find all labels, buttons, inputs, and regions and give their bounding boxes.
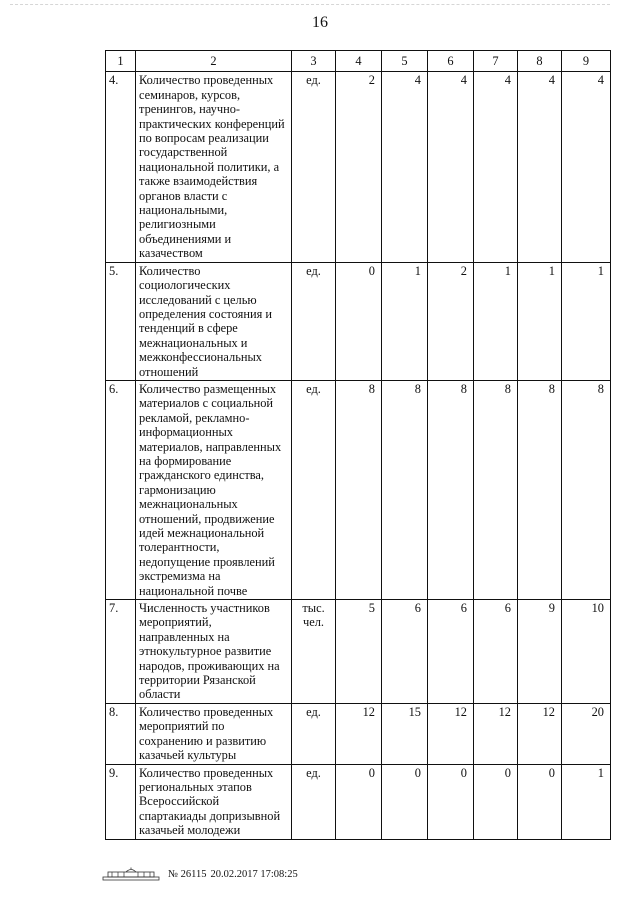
- table-row: [106, 262, 611, 380]
- row-number: 4.: [106, 72, 136, 262]
- value-cell: 4: [518, 72, 562, 262]
- value-cell: 4: [428, 72, 474, 262]
- value-cell: 6: [474, 600, 518, 704]
- value-cell: 10: [562, 600, 611, 704]
- table-row: [106, 72, 611, 262]
- header-cell: 1: [106, 51, 136, 72]
- value-cell: 12: [474, 703, 518, 764]
- value-cell: 12: [336, 703, 382, 764]
- document-number: № 26115: [168, 868, 207, 880]
- indicator-name: Количество проведенных мероприятий по сохранению и развитию казачьей культуры: [136, 703, 292, 764]
- value-cell: 1: [382, 262, 428, 380]
- header-cell: 5: [382, 51, 428, 72]
- value-cell: 0: [336, 764, 382, 839]
- row-number: 9.: [106, 764, 136, 839]
- value-cell: 1: [562, 764, 611, 839]
- header-cell: 4: [336, 51, 382, 72]
- value-cell: 1: [562, 262, 611, 380]
- indicator-name: Численность участников мероприятий, направленных на этнокультурное развитие народов, проживающих на территории Рязанской области: [136, 600, 292, 704]
- value-cell: 6: [428, 600, 474, 704]
- value-cell: 2: [428, 262, 474, 380]
- value-cell: 8: [474, 380, 518, 599]
- value-cell: 4: [562, 72, 611, 262]
- unit-cell: тыс. чел.: [292, 600, 336, 704]
- indicators-table: [105, 50, 611, 840]
- value-cell: 4: [474, 72, 518, 262]
- value-cell: 2: [336, 72, 382, 262]
- header-cell: 2: [136, 51, 292, 72]
- row-number: 8.: [106, 703, 136, 764]
- value-cell: 0: [428, 764, 474, 839]
- value-cell: 0: [336, 262, 382, 380]
- header-cell: 6: [428, 51, 474, 72]
- document-timestamp: 20.02.2017 17:08:25: [210, 868, 298, 880]
- document-footer: [102, 866, 298, 882]
- building-stamp-icon: [102, 867, 160, 881]
- unit-cell: ед.: [292, 703, 336, 764]
- indicator-name: Количество проведенных региональных этапов Всероссийской спартакиады допризывной казачьей молодежи: [136, 764, 292, 839]
- unit-cell: ед.: [292, 380, 336, 599]
- value-cell: 5: [336, 600, 382, 704]
- header-cell: 9: [562, 51, 611, 72]
- unit-cell: ед.: [292, 72, 336, 262]
- row-number: 6.: [106, 380, 136, 599]
- value-cell: 20: [562, 703, 611, 764]
- value-cell: 0: [382, 764, 428, 839]
- header-cell: 7: [474, 51, 518, 72]
- value-cell: 12: [428, 703, 474, 764]
- value-cell: 15: [382, 703, 428, 764]
- value-cell: 8: [518, 380, 562, 599]
- value-cell: 8: [336, 380, 382, 599]
- indicator-name: Количество социологических исследований с целью определения состояния и тенденций в сфере межнациональных и межконфессиональных отношений: [136, 262, 292, 380]
- indicator-name: Количество размещенных материалов с социальной рекламой, рекламно-информационных материалов, направленных на формирование гражданского единства, гармонизацию межнациональных отношений, продвижение идей межнациональной толерантности, недопущение проявлений экстремизма на национальной почве: [136, 380, 292, 599]
- row-number: 7.: [106, 600, 136, 704]
- scan-artifact: [10, 4, 610, 9]
- indicator-name: Количество проведенных семинаров, курсов, тренингов, научно-практических конференций по вопросам реализации государственной национальной политики, а также взаимодействия органов власти с национальными, религиозными объединениями и казачеством: [136, 72, 292, 262]
- header-row: [106, 51, 611, 72]
- value-cell: 8: [382, 380, 428, 599]
- value-cell: 9: [518, 600, 562, 704]
- row-number: 5.: [106, 262, 136, 380]
- table-row: [106, 380, 611, 599]
- value-cell: 8: [428, 380, 474, 599]
- value-cell: 0: [474, 764, 518, 839]
- value-cell: 12: [518, 703, 562, 764]
- header-cell: 8: [518, 51, 562, 72]
- table-row: [106, 764, 611, 839]
- unit-cell: ед.: [292, 262, 336, 380]
- value-cell: 0: [518, 764, 562, 839]
- value-cell: 6: [382, 600, 428, 704]
- value-cell: 8: [562, 380, 611, 599]
- table-row: [106, 703, 611, 764]
- unit-cell: ед.: [292, 764, 336, 839]
- value-cell: 1: [474, 262, 518, 380]
- table-row: [106, 600, 611, 704]
- value-cell: 4: [382, 72, 428, 262]
- value-cell: 1: [518, 262, 562, 380]
- header-cell: 3: [292, 51, 336, 72]
- page-number: 16: [312, 14, 328, 31]
